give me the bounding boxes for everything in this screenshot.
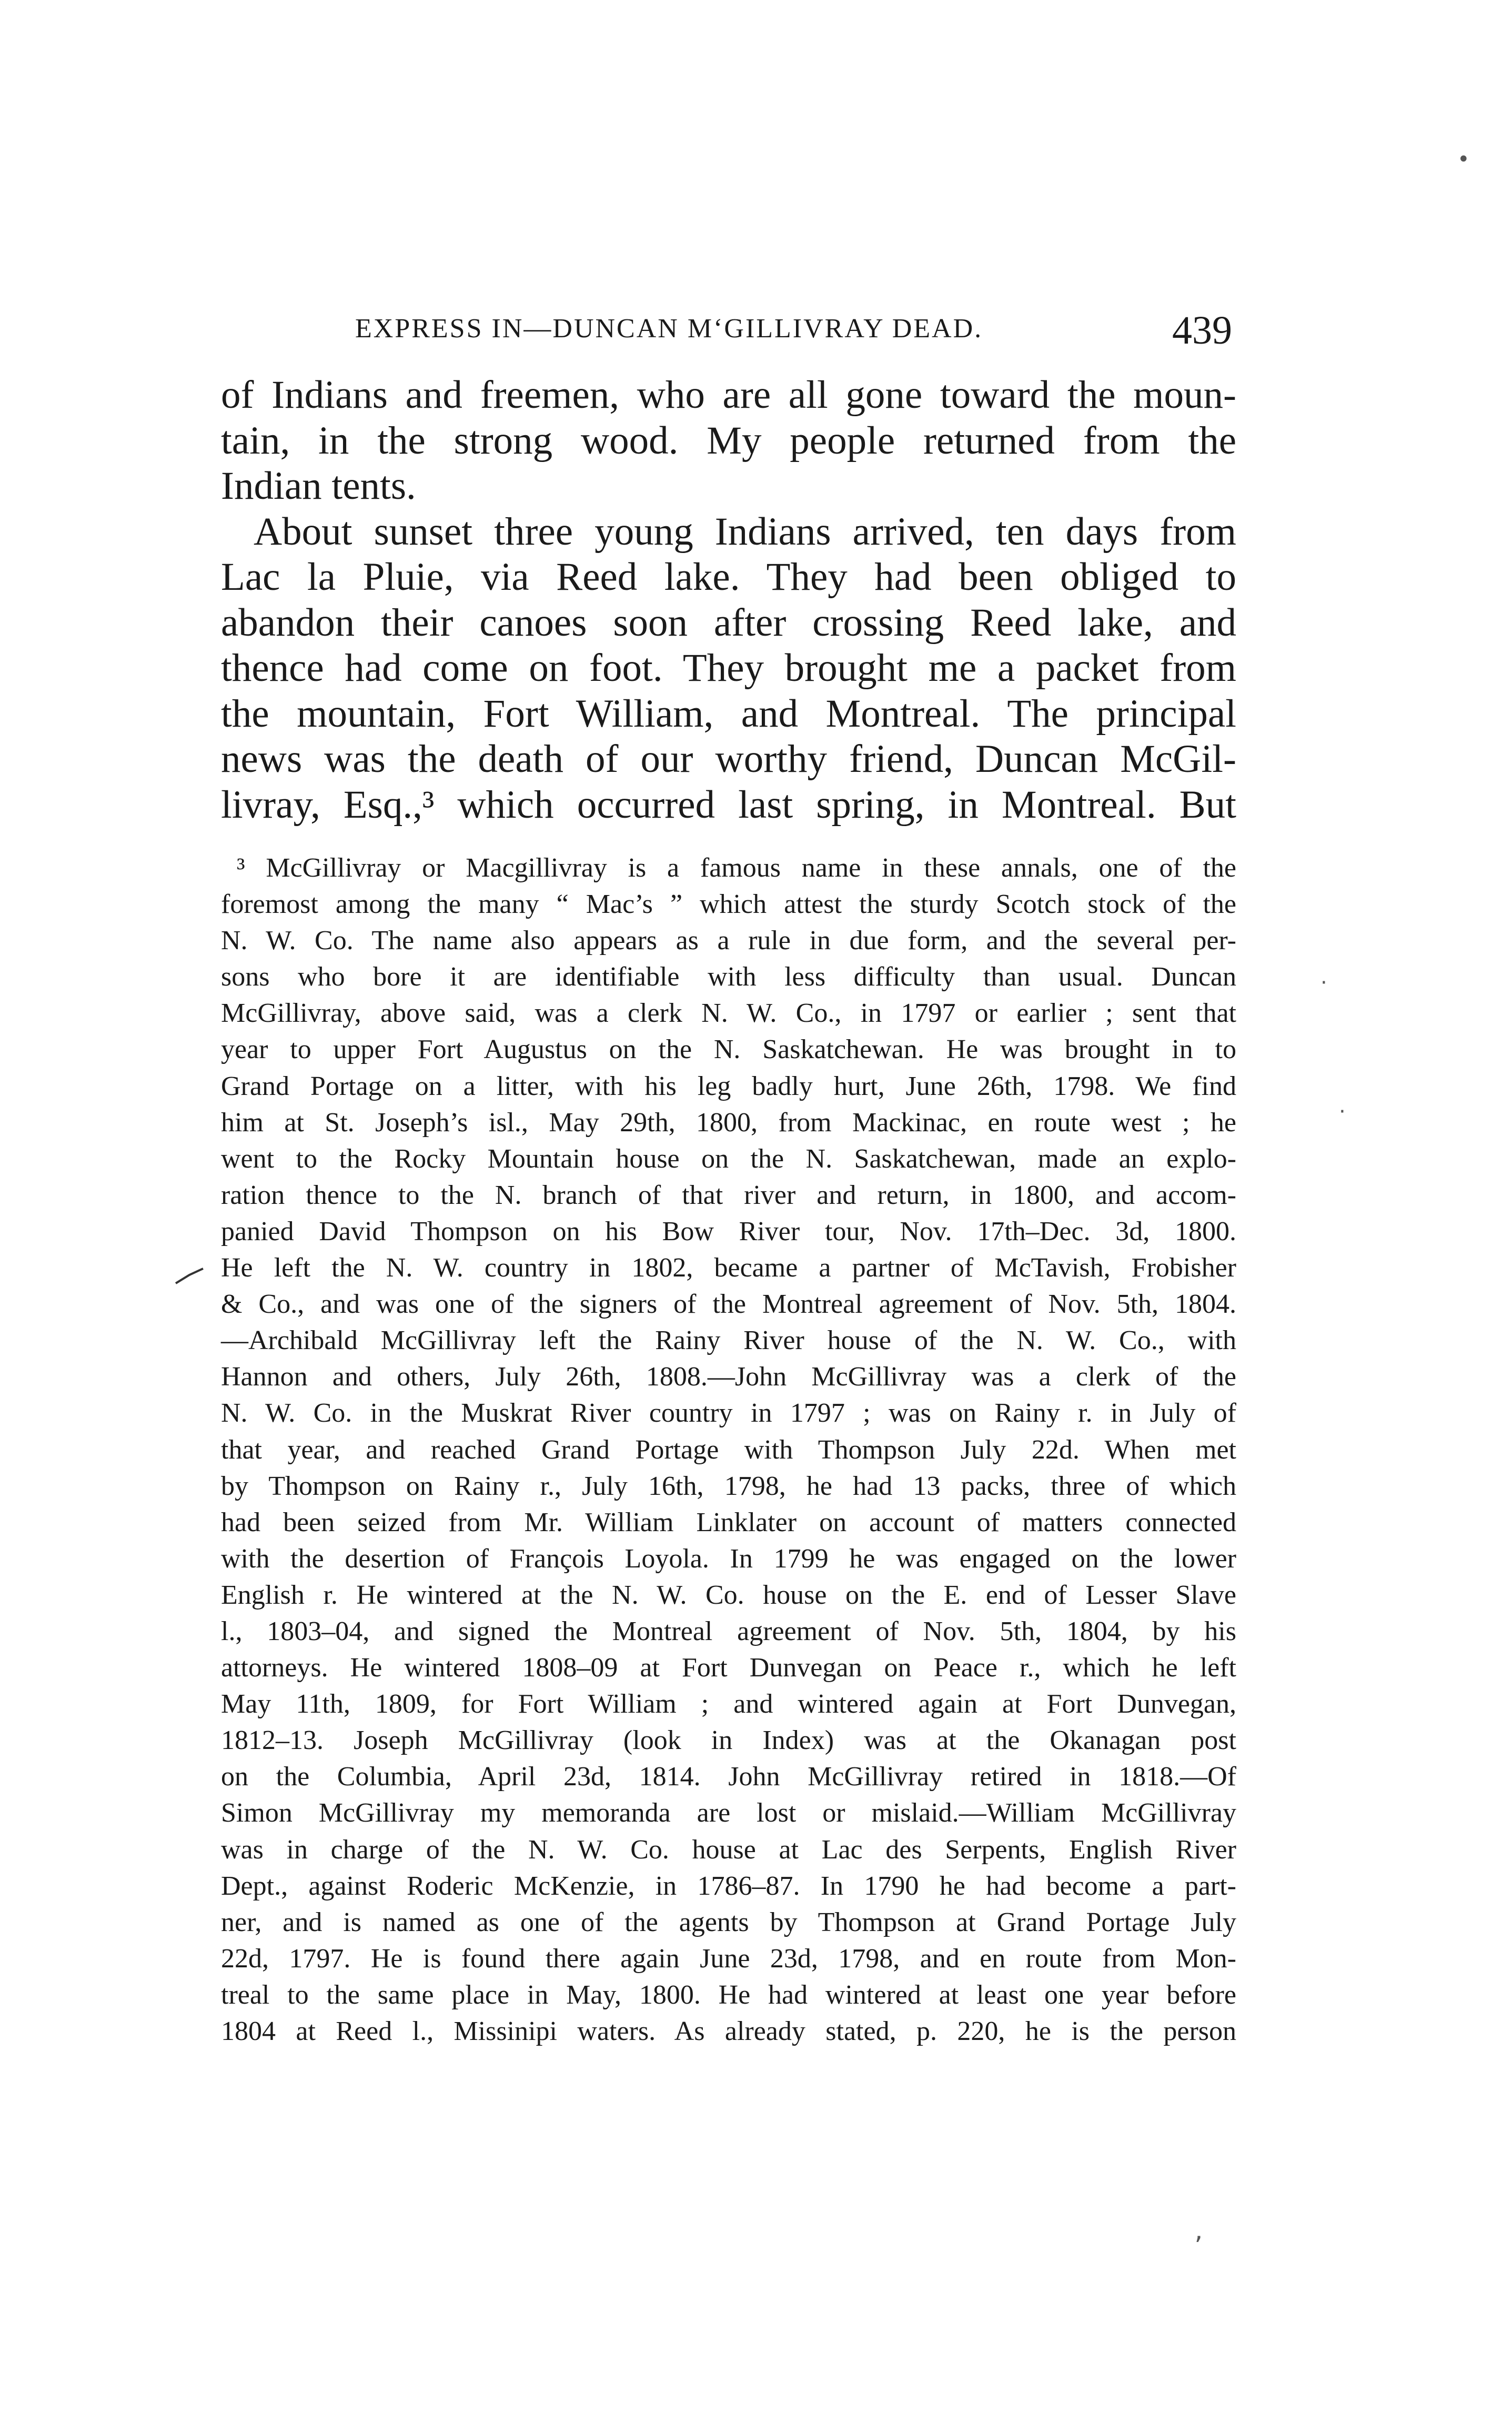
footnote-line: ner, and is named as one of the agents by Thompson at Grand Portage July — [221, 1907, 1236, 1937]
footnote-line: Simon McGillivray my memoranda are lost or mislaid.—William McGillivray — [221, 1798, 1236, 1828]
body-line: thence had come on foot. They brought me a packet from — [221, 646, 1236, 690]
footnote-line: N. W. Co. in the Muskrat River country in 1797 ; was on Rainy r. in July of — [221, 1398, 1236, 1429]
footnote-line: by Thompson on Rainy r., July 16th, 1798, he had 13 packs, three of which — [221, 1471, 1236, 1501]
footnote-line: was in charge of the N. W. Co. house at Lac des Serpents, English River — [221, 1834, 1236, 1865]
body-line: livray, Esq.,³ which occurred last spring, in Montreal. But — [221, 782, 1236, 827]
footnote-line: sons who bore it are identifiable with less difficulty than usual. Duncan — [221, 962, 1236, 992]
footnote-line: Hannon and others, July 26th, 1808.—John McGillivray was a clerk of the — [221, 1362, 1236, 1392]
footnote-line: 22d, 1797. He is found there again June 23d, 1798, and en route from Mon- — [221, 1943, 1236, 1974]
footnote-line: 1804 at Reed l., Missinipi waters. As already stated, p. 220, he is the person — [221, 2016, 1236, 2046]
footnote-line: Dept., against Roderic McKenzie, in 1786–87. In 1790 he had become a part- — [221, 1871, 1236, 1901]
footnote-line: with the desertion of François Loyola. In 1799 he was engaged on the lower — [221, 1543, 1236, 1574]
footnote-line: —Archibald McGillivray left the Rainy River house of the N. W. Co., with — [221, 1325, 1236, 1356]
footnote-line: treal to the same place in May, 1800. He had wintered at least one year before — [221, 1979, 1236, 2010]
footnote-line: l., 1803–04, and signed the Montreal agreement of Nov. 5th, 1804, by his — [221, 1616, 1236, 1646]
footnote-line: attorneys. He wintered 1808–09 at Fort Dunvegan on Peace r., which he left — [221, 1653, 1236, 1683]
footnote-line: & Co., and was one of the signers of the Montreal agreement of Nov. 5th, 1804. — [221, 1289, 1236, 1320]
footnote-line: that year, and reached Grand Portage with Thompson July 22d. When met — [221, 1434, 1236, 1465]
footnote-line: N. W. Co. The name also appears as a rule in due form, and the several per- — [221, 926, 1236, 956]
body-line: the mountain, Fort William, and Montreal. The principal — [221, 691, 1236, 736]
footnote-line: went to the Rocky Mountain house on the N. Saskatchewan, made an explo- — [221, 1143, 1236, 1174]
page-number: 439 — [1172, 308, 1232, 353]
footnote-line: English r. He wintered at the N. W. Co. house on the E. end of Lesser Slave — [221, 1580, 1236, 1610]
scan-speck: · — [1339, 1100, 1346, 1124]
body-line: abandon their canoes soon after crossing Reed lake, and — [221, 600, 1236, 645]
footnote-line: He left the N. W. country in 1802, became a partner of McTavish, Frobisher — [221, 1253, 1236, 1283]
body-text — [221, 373, 1236, 828]
margin-tick-mark — [174, 1265, 205, 1286]
footnote-line: on the Columbia, April 23d, 1814. John McGillivray retired in 1818.—Of — [221, 1762, 1236, 1792]
footnote-line: had been seized from Mr. William Linklater on account of matters connected — [221, 1507, 1236, 1537]
running-head: EXPRESS IN—DUNCAN M‘GILLIVRAY DEAD. — [355, 314, 983, 344]
scan-speck: • — [1457, 147, 1470, 172]
footnote-line: year to upper Fort Augustus on the N. Saskatchewan. He was brought in to — [221, 1034, 1236, 1065]
footnote-line: Grand Portage on a litter, with his leg badly hurt, June 26th, 1798. We find — [221, 1071, 1236, 1101]
footnote-line: him at St. Joseph’s isl., May 29th, 1800, from Mackinac, en route west ; he — [221, 1107, 1236, 1138]
page-header — [221, 308, 1236, 355]
body-line: Lac la Pluie, via Reed lake. They had been obliged to — [221, 555, 1236, 599]
footnote-line: ³ McGillivray or Macgillivray is a famous name in these annals, one of the — [237, 853, 1236, 883]
footnote-line: foremost among the many “ Mac’s ” which attest the sturdy Scotch stock of the — [221, 889, 1236, 920]
scan-speck: ʼ — [1194, 2231, 1203, 2261]
footnote-line: panied David Thompson on his Bow River tour, Nov. 17th–Dec. 3d, 1800. — [221, 1216, 1236, 1246]
footnote — [221, 850, 1236, 2049]
body-line: Indian tents. — [221, 464, 416, 508]
footnote-line: McGillivray, above said, was a clerk N. W. Co., in 1797 or earlier ; sent that — [221, 998, 1236, 1029]
body-line: tain, in the strong wood. My people returned from the — [221, 418, 1236, 463]
footnote-line: ration thence to the N. branch of that river and return, in 1800, and accom- — [221, 1180, 1236, 1210]
body-line: About sunset three young Indians arrived, ten days from — [254, 509, 1236, 554]
body-line: of Indians and freemen, who are all gone toward the moun- — [221, 373, 1236, 417]
footnote-line: May 11th, 1809, for Fort William ; and wintered again at Fort Dunvegan, — [221, 1689, 1236, 1720]
scan-speck: · — [1321, 971, 1327, 995]
body-line: news was the death of our worthy friend, Duncan McGil- — [221, 737, 1236, 781]
footnote-line: 1812–13. Joseph McGillivray (look in Index) was at the Okanagan post — [221, 1725, 1236, 1756]
